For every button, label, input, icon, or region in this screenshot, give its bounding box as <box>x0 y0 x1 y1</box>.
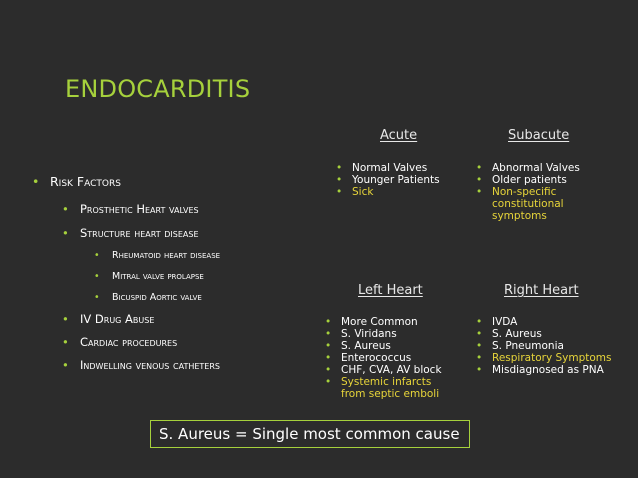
list-item-text: Enterococcus <box>341 352 412 364</box>
list-item <box>94 251 220 261</box>
risk-factors-heading: Risk Factors <box>50 174 121 189</box>
list-item <box>476 162 596 174</box>
list-item-text: IV Drug Abuse <box>80 312 155 326</box>
list-item-text: Rheumatoid heart disease <box>112 250 221 261</box>
bullet-icon: • <box>476 352 483 364</box>
subacute-list <box>476 162 596 222</box>
list-item <box>476 174 596 186</box>
list-item-text: Misdiagnosed as PNA <box>492 364 604 376</box>
bullet-icon: • <box>325 364 332 376</box>
list-item-text: Cardiac procedures <box>80 335 178 349</box>
list-item-text: Prosthetic Heart valves <box>80 202 199 216</box>
list-item-text: S. Viridans <box>341 328 397 340</box>
callout-box: S. Aureus = Single most common cause <box>150 420 470 448</box>
bullet-icon: • <box>325 328 332 340</box>
list-item-text: Sick <box>352 186 374 198</box>
bullet-icon: • <box>94 292 100 303</box>
list-item-text: More Common <box>341 316 418 328</box>
list-item-text: Systemic infarcts from septic emboli <box>341 376 440 400</box>
bullet-icon: • <box>476 340 483 352</box>
list-item-text: Non-specific constitutional symptoms <box>492 186 564 222</box>
list-item <box>476 328 626 340</box>
list-item <box>325 352 465 364</box>
left-heart-list <box>325 316 465 400</box>
bullet-icon: • <box>94 250 100 261</box>
acute-list <box>336 162 466 198</box>
bullet-icon: • <box>476 162 483 174</box>
list-item <box>476 186 574 222</box>
bullet-icon: • <box>336 162 343 174</box>
list-item <box>325 316 465 328</box>
list-item <box>325 340 465 352</box>
list-item-text: CHF, CVA, AV block <box>341 364 442 376</box>
slide-title: ENDOCARDITIS <box>65 75 251 103</box>
list-item-text: Structure heart disease <box>80 226 199 240</box>
acute-heading: Acute <box>380 128 418 143</box>
list-item <box>62 204 199 216</box>
list-item <box>94 272 204 282</box>
subacute-heading: Subacute <box>508 128 570 143</box>
bullet-icon: • <box>62 358 69 372</box>
list-item <box>94 293 202 303</box>
risk-factors-heading-row <box>32 176 121 189</box>
list-item <box>62 228 199 240</box>
bullet-icon: • <box>476 328 483 340</box>
left-heart-heading: Left Heart <box>358 283 423 298</box>
bullet-icon: • <box>94 271 100 282</box>
list-item-text: S. Aureus <box>492 328 542 340</box>
list-item <box>62 360 220 372</box>
list-item-text: Respiratory Symptoms <box>492 352 612 364</box>
list-item-text: Bicuspid Aortic valve <box>112 292 202 303</box>
list-item-text: Younger Patients <box>352 174 440 186</box>
list-item <box>325 328 465 340</box>
list-item <box>325 376 459 400</box>
list-item-text: Indwelling venous catheters <box>80 358 220 372</box>
list-item-text: S. Aureus <box>341 340 391 352</box>
bullet-icon: • <box>325 340 332 352</box>
list-item <box>325 364 465 376</box>
list-item <box>476 340 626 352</box>
list-item-text: S. Pneumonia <box>492 340 564 352</box>
bullet-icon: • <box>336 186 343 198</box>
bullet-icon: • <box>32 174 40 189</box>
bullet-icon: • <box>62 202 69 216</box>
list-item-text: Mitral valve prolapse <box>112 271 204 282</box>
list-item <box>476 352 626 364</box>
list-item <box>476 364 626 376</box>
bullet-icon: • <box>62 226 69 240</box>
list-item <box>336 162 466 174</box>
bullet-icon: • <box>476 186 483 198</box>
bullet-icon: • <box>476 174 483 186</box>
list-item-text: IVDA <box>492 316 518 328</box>
bullet-icon: • <box>476 364 483 376</box>
bullet-icon: • <box>325 352 332 364</box>
bullet-icon: • <box>62 335 69 349</box>
bullet-icon: • <box>325 316 332 328</box>
bullet-icon: • <box>62 312 69 326</box>
list-item <box>62 314 154 326</box>
list-item <box>336 174 466 186</box>
right-heart-list <box>476 316 626 376</box>
bullet-icon: • <box>476 316 483 328</box>
list-item <box>336 186 466 198</box>
bullet-icon: • <box>325 376 332 388</box>
list-item-text: Normal Valves <box>352 162 428 174</box>
list-item <box>476 316 626 328</box>
list-item-text: Older patients <box>492 174 567 186</box>
list-item-text: Abnormal Valves <box>492 162 580 174</box>
bullet-icon: • <box>336 174 343 186</box>
right-heart-heading: Right Heart <box>504 283 579 298</box>
list-item <box>62 337 177 349</box>
